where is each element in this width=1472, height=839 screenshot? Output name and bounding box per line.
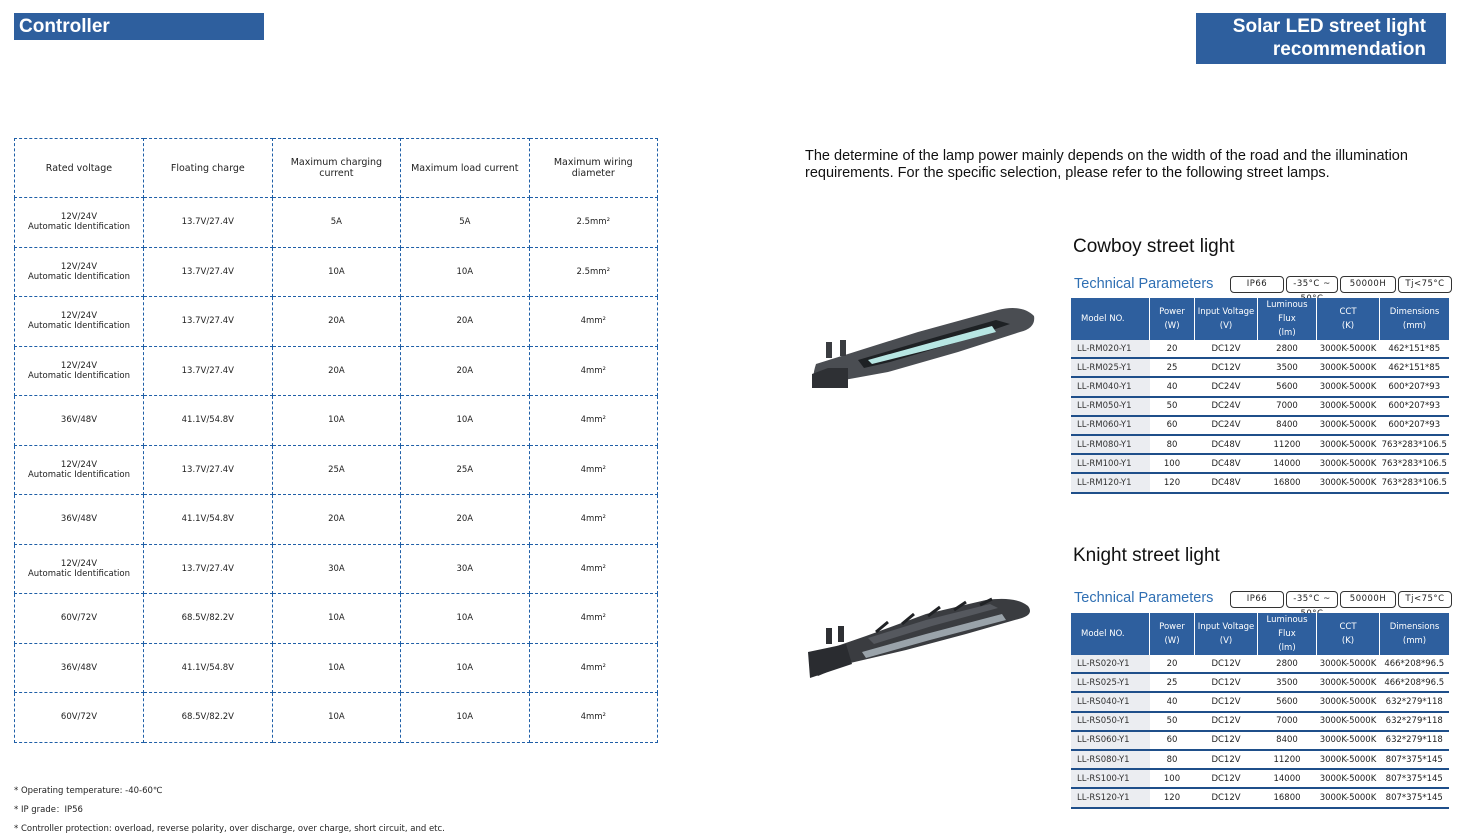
controller-table-row (15, 198, 658, 248)
cell-luminous-flux: 2800 (1258, 340, 1317, 358)
cell-max-charging-current: 30A (272, 544, 400, 594)
cell-cct: 3000K-5000K (1317, 788, 1380, 807)
cell-input-voltage: DC48V (1195, 435, 1258, 454)
controller-table-row (15, 346, 658, 396)
recommendation-header-line2: recommendation (1272, 39, 1426, 60)
col-cct-l1: CCT (1339, 307, 1357, 317)
cell-rated-voltage (15, 594, 144, 644)
controller-table-row (15, 643, 658, 693)
cell-dimensions: 763*283*106.5 (1380, 473, 1450, 492)
cell-power: 80 (1150, 435, 1195, 454)
col-dimensions-l2: (mm) (1402, 321, 1427, 331)
cell-input-voltage: DC12V (1195, 750, 1258, 769)
rated-voltage-note: Automatic Identification (27, 469, 130, 480)
cell-dimensions: 462*151*85 (1380, 358, 1450, 377)
cell-input-voltage: DC48V (1195, 454, 1258, 473)
cowboy-lamp-image (808, 302, 1040, 392)
cell-cct: 3000K-5000K (1317, 340, 1380, 358)
spec-table-row (1071, 377, 1449, 396)
col-voltage (1195, 613, 1258, 655)
controller-notes (14, 782, 445, 839)
cell-cct: 3000K-5000K (1317, 750, 1380, 769)
cell-power: 60 (1150, 416, 1195, 435)
cell-power: 20 (1150, 340, 1195, 358)
spec-table-row (1071, 454, 1449, 473)
cell-model: LL-RM025-Y1 (1071, 358, 1150, 377)
col-voltage-l2: (V) (1219, 636, 1233, 646)
rated-voltage-value: 12V/24V (60, 360, 98, 371)
cell-max-charging-current: 20A (272, 495, 400, 545)
controller-table-row (15, 495, 658, 545)
cell-power: 25 (1150, 358, 1195, 377)
col-dimensions (1380, 298, 1450, 340)
header-floating-charge: Floating charge (143, 139, 272, 198)
cell-power: 120 (1150, 788, 1195, 807)
col-power (1150, 298, 1195, 340)
cell-input-voltage: DC12V (1195, 358, 1258, 377)
badge-temperature: -35°C ~ (1286, 276, 1338, 293)
col-voltage-l1: Input Voltage (1197, 622, 1255, 632)
cell-max-wiring-diameter: 4mm² (529, 297, 657, 347)
cowboy-spec-table (1071, 298, 1449, 494)
note-ip-grade: * IP grade：IP56 (14, 805, 83, 815)
col-flux (1258, 613, 1317, 655)
cell-max-charging-current: 5A (272, 198, 400, 248)
cell-luminous-flux: 7000 (1258, 712, 1317, 731)
cell-max-load-current: 10A (401, 594, 529, 644)
cell-model: LL-RM080-Y1 (1071, 435, 1150, 454)
col-flux-l1: Luminous Flux (1266, 300, 1308, 324)
col-dimensions-l2: (mm) (1402, 636, 1427, 646)
cowboy-badges (1230, 276, 1452, 293)
rated-voltage-value: 60V/72V (60, 613, 98, 624)
spec-table-row (1071, 358, 1449, 377)
col-cct-l2: (K) (1341, 636, 1355, 646)
cell-floating-charge: 41.1V/54.8V (143, 495, 272, 545)
cell-max-charging-current: 25A (272, 445, 400, 495)
cell-luminous-flux: 14000 (1258, 454, 1317, 473)
cell-model: LL-RS080-Y1 (1071, 750, 1150, 769)
col-dimensions-l1: Dimensions (1389, 307, 1440, 317)
header-rated-voltage: Rated voltage (15, 139, 144, 198)
col-voltage-l2: (V) (1219, 321, 1233, 331)
controller-table-row (15, 594, 658, 644)
cell-max-load-current: 20A (401, 495, 529, 545)
cell-dimensions: 807*375*145 (1380, 769, 1450, 788)
header-max-wiring-diameter: Maximum wiring diameter (529, 139, 657, 198)
col-dimensions (1380, 613, 1450, 655)
rated-voltage-value: 12V/24V (60, 212, 98, 223)
rated-voltage-value: 12V/24V (60, 558, 98, 569)
controller-table-row (15, 693, 658, 743)
cell-power: 40 (1150, 377, 1195, 396)
cell-model: LL-RS120-Y1 (1071, 788, 1150, 807)
badge-ip-rating: IP66 (1230, 276, 1284, 293)
col-cct (1317, 298, 1380, 340)
col-power-l2: (W) (1164, 321, 1180, 331)
cell-max-load-current: 10A (401, 693, 529, 743)
note-operating-temperature: * Operating temperature: -40-60℃ (14, 786, 163, 796)
cell-model: LL-RS100-Y1 (1071, 769, 1150, 788)
cell-luminous-flux: 7000 (1258, 397, 1317, 416)
cell-model: LL-RM120-Y1 (1071, 473, 1150, 492)
cell-power: 25 (1150, 673, 1195, 692)
cell-floating-charge: 13.7V/27.4V (143, 198, 272, 248)
cell-luminous-flux: 8400 (1258, 731, 1317, 750)
cell-power: 20 (1150, 655, 1195, 673)
badge-ip-rating: IP66 (1230, 591, 1284, 608)
knight-spec-table (1071, 613, 1449, 809)
cell-power: 40 (1150, 692, 1195, 711)
cell-cct: 3000K-5000K (1317, 473, 1380, 492)
cell-luminous-flux: 16800 (1258, 473, 1317, 492)
knight-tech-label: Technical Parameters (1074, 590, 1214, 606)
intro-paragraph: The determine of the lamp power mainly depends on the width of the road and the illumination requirements. For the specific selection, please refer to the following street lamps. (805, 148, 1408, 181)
cell-input-voltage: DC48V (1195, 473, 1258, 492)
cell-model: LL-RS025-Y1 (1071, 673, 1150, 692)
col-model (1071, 613, 1150, 655)
cell-max-wiring-diameter: 4mm² (529, 693, 657, 743)
col-flux (1258, 298, 1317, 340)
cell-max-wiring-diameter: 4mm² (529, 396, 657, 446)
cell-model: LL-RS020-Y1 (1071, 655, 1150, 673)
col-voltage-l1: Input Voltage (1197, 307, 1255, 317)
cell-power: 60 (1150, 731, 1195, 750)
cell-model: LL-RS050-Y1 (1071, 712, 1150, 731)
cowboy-tech-label: Technical Parameters (1074, 276, 1214, 292)
cell-power: 100 (1150, 454, 1195, 473)
cell-dimensions: 632*279*118 (1380, 712, 1450, 731)
cell-floating-charge: 13.7V/27.4V (143, 247, 272, 297)
cell-model: LL-RM040-Y1 (1071, 377, 1150, 396)
badge-junction-temp: Tj<75°C (1398, 591, 1452, 608)
controller-table-row (15, 297, 658, 347)
cell-dimensions: 600*207*93 (1380, 416, 1450, 435)
cell-max-charging-current: 10A (272, 247, 400, 297)
knight-spec-header-row (1071, 613, 1449, 655)
cell-max-wiring-diameter: 4mm² (529, 594, 657, 644)
rated-voltage-value: 12V/24V (60, 311, 98, 322)
spec-table-row (1071, 416, 1449, 435)
cell-power: 100 (1150, 769, 1195, 788)
cell-rated-voltage (15, 495, 144, 545)
cell-model: LL-RS060-Y1 (1071, 731, 1150, 750)
cell-dimensions: 632*279*118 (1380, 692, 1450, 711)
rated-voltage-note: Automatic Identification (27, 271, 130, 282)
cell-cct: 3000K-5000K (1317, 655, 1380, 673)
rated-voltage-value: 36V/48V (60, 662, 98, 673)
badge-junction-temp: Tj<75°C (1398, 276, 1452, 293)
cell-luminous-flux: 16800 (1258, 788, 1317, 807)
cell-luminous-flux: 3500 (1258, 358, 1317, 377)
cell-cct: 3000K-5000K (1317, 435, 1380, 454)
recommendation-header (1196, 13, 1446, 64)
cell-cct: 3000K-5000K (1317, 358, 1380, 377)
spec-table-row (1071, 673, 1449, 692)
cell-max-wiring-diameter: 4mm² (529, 544, 657, 594)
cell-luminous-flux: 3500 (1258, 673, 1317, 692)
cell-rated-voltage (15, 445, 144, 495)
cell-input-voltage: DC12V (1195, 673, 1258, 692)
cell-input-voltage: DC24V (1195, 416, 1258, 435)
col-flux-l2: (lm) (1278, 643, 1296, 653)
cell-luminous-flux: 11200 (1258, 435, 1317, 454)
cell-floating-charge: 41.1V/54.8V (143, 396, 272, 446)
rated-voltage-value: 36V/48V (60, 514, 98, 525)
note-controller-protection: * Controller protection: overload, reverse polarity, over discharge, over charge, short circuit, and etc. (14, 824, 445, 834)
cell-rated-voltage (15, 693, 144, 743)
cell-power: 80 (1150, 750, 1195, 769)
cell-max-wiring-diameter: 4mm² (529, 445, 657, 495)
cell-floating-charge: 68.5V/82.2V (143, 594, 272, 644)
rated-voltage-value: 12V/24V (60, 261, 98, 272)
cowboy-title: Cowboy street light (1073, 236, 1235, 257)
cell-max-wiring-diameter: 4mm² (529, 495, 657, 545)
controller-table-header-row (15, 139, 658, 198)
cell-model: LL-RM050-Y1 (1071, 397, 1150, 416)
cell-cct: 3000K-5000K (1317, 712, 1380, 731)
cell-max-load-current: 10A (401, 643, 529, 693)
cell-luminous-flux: 5600 (1258, 692, 1317, 711)
cell-floating-charge: 13.7V/27.4V (143, 544, 272, 594)
spec-table-row (1071, 750, 1449, 769)
cell-model: LL-RM100-Y1 (1071, 454, 1150, 473)
cell-rated-voltage (15, 297, 144, 347)
cell-input-voltage: DC24V (1195, 377, 1258, 396)
col-cct (1317, 613, 1380, 655)
cell-input-voltage: DC12V (1195, 692, 1258, 711)
spec-table-row (1071, 397, 1449, 416)
cell-max-load-current: 25A (401, 445, 529, 495)
rated-voltage-value: 60V/72V (60, 712, 98, 723)
cell-rated-voltage (15, 346, 144, 396)
cell-power: 50 (1150, 397, 1195, 416)
cell-floating-charge: 13.7V/27.4V (143, 297, 272, 347)
cell-luminous-flux: 14000 (1258, 769, 1317, 788)
controller-table-row (15, 396, 658, 446)
cell-cct: 3000K-5000K (1317, 377, 1380, 396)
knight-badges (1230, 591, 1452, 608)
cell-floating-charge: 13.7V/27.4V (143, 346, 272, 396)
recommendation-header-line1: Solar LED street light (1232, 16, 1426, 37)
spec-table-row (1071, 435, 1449, 454)
spec-table-row (1071, 769, 1449, 788)
cell-rated-voltage (15, 247, 144, 297)
controller-table-row (15, 445, 658, 495)
col-flux-l2: (lm) (1278, 328, 1296, 338)
cell-dimensions: 807*375*145 (1380, 788, 1450, 807)
spec-table-row (1071, 731, 1449, 750)
cell-input-voltage: DC12V (1195, 788, 1258, 807)
spec-table-row (1071, 788, 1449, 807)
cell-dimensions: 462*151*85 (1380, 340, 1450, 358)
col-model-l1: Model NO. (1081, 629, 1125, 639)
controller-table-row (15, 544, 658, 594)
spec-table-row (1071, 692, 1449, 711)
cell-cct: 3000K-5000K (1317, 692, 1380, 711)
cell-luminous-flux: 11200 (1258, 750, 1317, 769)
header-max-load-current: Maximum load current (401, 139, 529, 198)
rated-voltage-value: 12V/24V (60, 459, 98, 470)
col-model-l1: Model NO. (1081, 314, 1125, 324)
col-cct-l2: (K) (1341, 321, 1355, 331)
cell-rated-voltage (15, 544, 144, 594)
cell-input-voltage: DC12V (1195, 712, 1258, 731)
cell-model: LL-RM060-Y1 (1071, 416, 1150, 435)
cell-max-charging-current: 20A (272, 297, 400, 347)
spec-table-row (1071, 712, 1449, 731)
cell-floating-charge: 68.5V/82.2V (143, 693, 272, 743)
cell-floating-charge: 13.7V/27.4V (143, 445, 272, 495)
header-max-charging-current: Maximum charging current (272, 139, 400, 198)
cell-cct: 3000K-5000K (1317, 731, 1380, 750)
cell-max-load-current: 5A (401, 198, 529, 248)
cell-input-voltage: DC12V (1195, 769, 1258, 788)
cell-model: LL-RS040-Y1 (1071, 692, 1150, 711)
cell-max-charging-current: 10A (272, 396, 400, 446)
cell-max-load-current: 20A (401, 297, 529, 347)
rated-voltage-note: Automatic Identification (27, 222, 130, 233)
cell-dimensions: 600*207*93 (1380, 397, 1450, 416)
cell-rated-voltage (15, 198, 144, 248)
cell-max-charging-current: 20A (272, 346, 400, 396)
badge-lifetime: 50000H (1340, 591, 1396, 608)
cell-dimensions: 466*208*96.5 (1380, 655, 1450, 673)
badge-lifetime: 50000H (1340, 276, 1396, 293)
cell-dimensions: 807*375*145 (1380, 750, 1450, 769)
cell-input-voltage: DC12V (1195, 655, 1258, 673)
cell-rated-voltage (15, 396, 144, 446)
cell-cct: 3000K-5000K (1317, 397, 1380, 416)
cell-max-wiring-diameter: 4mm² (529, 643, 657, 693)
rated-voltage-note: Automatic Identification (27, 568, 130, 579)
knight-title: Knight street light (1073, 545, 1220, 566)
cell-input-voltage: DC24V (1195, 397, 1258, 416)
cell-floating-charge: 41.1V/54.8V (143, 643, 272, 693)
cell-luminous-flux: 2800 (1258, 655, 1317, 673)
cell-luminous-flux: 8400 (1258, 416, 1317, 435)
col-flux-l1: Luminous Flux (1266, 615, 1308, 639)
cell-max-wiring-diameter: 2.5mm² (529, 247, 657, 297)
cell-max-load-current: 10A (401, 396, 529, 446)
rated-voltage-note: Automatic Identification (27, 370, 130, 381)
col-power-l1: Power (1159, 622, 1185, 632)
cell-input-voltage: DC12V (1195, 731, 1258, 750)
col-cct-l1: CCT (1339, 622, 1357, 632)
col-power-l1: Power (1159, 307, 1185, 317)
cell-max-charging-current: 10A (272, 643, 400, 693)
cell-max-wiring-diameter: 2.5mm² (529, 198, 657, 248)
cell-dimensions: 466*208*96.5 (1380, 673, 1450, 692)
rated-voltage-note: Automatic Identification (27, 321, 130, 332)
cell-dimensions: 632*279*118 (1380, 731, 1450, 750)
badge-temperature: -35°C ~ (1286, 591, 1338, 608)
spec-table-row (1071, 340, 1449, 358)
cell-cct: 3000K-5000K (1317, 673, 1380, 692)
cell-power: 50 (1150, 712, 1195, 731)
cell-max-wiring-diameter: 4mm² (529, 346, 657, 396)
col-dimensions-l1: Dimensions (1389, 622, 1440, 632)
col-power (1150, 613, 1195, 655)
cell-max-load-current: 30A (401, 544, 529, 594)
cowboy-spec-header-row (1071, 298, 1449, 340)
cell-luminous-flux: 5600 (1258, 377, 1317, 396)
cell-max-load-current: 10A (401, 247, 529, 297)
cell-cct: 3000K-5000K (1317, 454, 1380, 473)
cell-dimensions: 600*207*93 (1380, 377, 1450, 396)
cell-power: 120 (1150, 473, 1195, 492)
cell-max-load-current: 20A (401, 346, 529, 396)
rated-voltage-value: 36V/48V (60, 415, 98, 426)
col-power-l2: (W) (1164, 636, 1180, 646)
spec-table-row (1071, 473, 1449, 492)
cell-input-voltage: DC12V (1195, 340, 1258, 358)
col-voltage (1195, 298, 1258, 340)
controller-table (14, 138, 658, 743)
cell-max-charging-current: 10A (272, 594, 400, 644)
cell-max-charging-current: 10A (272, 693, 400, 743)
spec-table-row (1071, 655, 1449, 673)
controller-header: Controller (14, 13, 264, 40)
controller-table-row (15, 247, 658, 297)
cell-cct: 3000K-5000K (1317, 769, 1380, 788)
cell-cct: 3000K-5000K (1317, 416, 1380, 435)
knight-lamp-image (806, 594, 1038, 684)
cell-rated-voltage (15, 643, 144, 693)
col-model (1071, 298, 1150, 340)
cell-dimensions: 763*283*106.5 (1380, 454, 1450, 473)
cell-dimensions: 763*283*106.5 (1380, 435, 1450, 454)
cell-model: LL-RM020-Y1 (1071, 340, 1150, 358)
